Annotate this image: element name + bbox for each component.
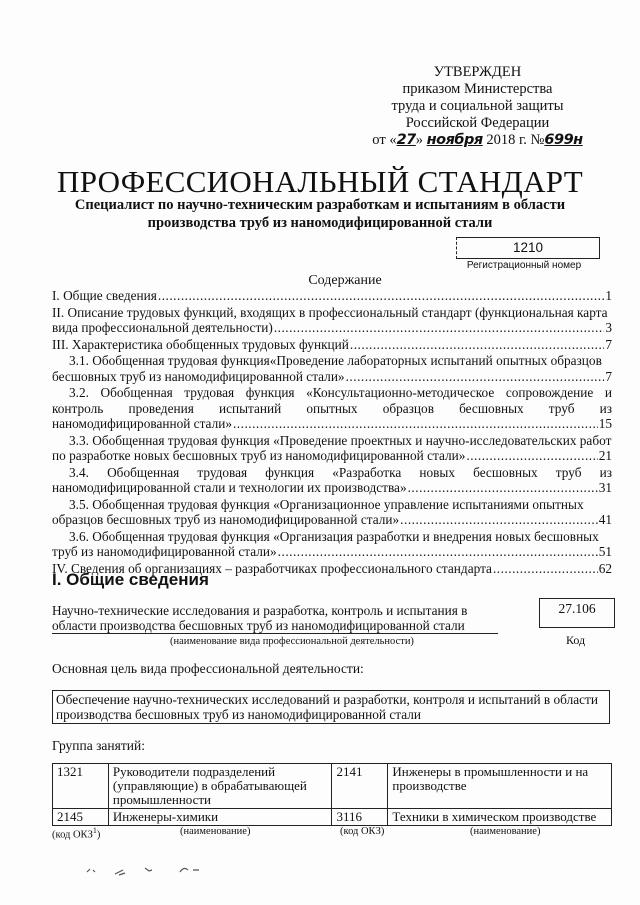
toc-entry[interactable]: I. Общие сведения ..... 1 (52, 288, 612, 304)
toc-entry[interactable]: 3.5. Обобщенная трудовая функция «Организационное управление испытаниями опытных образцов бесшовных труб из наномодифицированной стали» ..... 41 (52, 497, 612, 528)
occupation-name-cell: Инженеры в промышленности и на производстве (388, 764, 612, 809)
approval-number: 699н (544, 132, 583, 148)
toc-entry[interactable]: 3.4. Обобщенная трудовая функция «Разработка новых бесшовных труб из наномодифицированной стали и технологии их производства» ..... 31 (52, 465, 612, 496)
approval-heading: УТВЕРЖДЕН (433, 64, 522, 80)
toc-entry[interactable]: 3.2. Обобщенная трудовая функция «Консультационно-методическое сопровождение и контроль проведения испытаний опытных образцов бесшовных труб из наномодифицированной стали» ..... 15 (52, 385, 612, 432)
activity-code-caption: Код (566, 633, 586, 647)
occupation-group-label: Группа занятий: (52, 738, 145, 753)
occupation-table (52, 763, 612, 826)
okz-caption-2: (код ОКЗ) (340, 826, 385, 837)
approval-month: ноября (426, 132, 483, 148)
name-caption-2: (наименование) (470, 826, 541, 837)
approval-line-3: труда и социальной защиты (391, 98, 564, 114)
okz-caption-1: (код ОКЗ$^1$) (52, 826, 101, 841)
toc-entry[interactable]: III. Характеристика обобщенных трудовых функций ..... 7 (52, 337, 612, 353)
toc-entry[interactable]: 3.3. Обобщенная трудовая функция «Проведение проектных и научно-исследовательских работ по разработке новых бесшовных труб из наномодифицированной стали» ..... 21 (52, 433, 612, 464)
okz-code-cell: 1321 (53, 764, 109, 809)
table-row (53, 764, 612, 809)
toc-entry[interactable]: 3.6. Обобщенная трудовая функция «Организация разработки и внедрения новых бесшовных труб из наномодифицированной стали» ..... 51 (52, 529, 612, 560)
toc-entry[interactable]: 3.1. Обобщенная трудовая функция«Проведение лабораторных испытаний опытных образцов бесшовных труб из наномодифицированной стали» ..... 7 (52, 353, 612, 384)
registration-number-box: 1210 (456, 237, 600, 259)
occupation-name-cell: Техники в химическом производстве (388, 809, 612, 826)
activity-kind-underline (52, 633, 498, 634)
goal-box: Обеспечение научно-технических исследований и разработки, контроля и испытаний в области производства бесшовных труб из наномодифицированной стали (52, 690, 610, 724)
document-subtitle: Специалист по научно-техническим разработкам и испытаниям в области производства труб из наномодифицированной стали (74, 197, 566, 231)
registration-number-label: Регистрационный номер (466, 260, 582, 271)
approval-date: от «27» ноября 2018 г. №699н (372, 132, 583, 148)
activity-code-box: 27.106 (539, 598, 615, 628)
activity-kind-caption: (наименование вида профессиональной деятельности) (170, 636, 414, 647)
table-of-contents (52, 288, 612, 577)
goal-label: Основная цель вида профессиональной деятельности: (52, 661, 364, 676)
toc-entry[interactable]: IV. Сведения об организациях – разработчиках профессионального стандарта ..... 62 (52, 561, 612, 577)
occupation-name-cell: Инженеры-химики (108, 809, 332, 826)
approval-block (345, 64, 610, 149)
approval-day: 27 (396, 132, 416, 148)
approval-line-2: приказом Министерства (402, 81, 553, 97)
activity-kind-name: Научно-технические исследования и разработка, контроль и испытания в области производства бесшовных труб из наномодифицированной стали (52, 603, 468, 633)
document-title: ПРОФЕССИОНАЛЬНЫЙ СТАНДАРТ (57, 164, 583, 199)
toc-entry[interactable]: II. Описание трудовых функций, входящих в профессиональный стандарт (функциональная карта вида профессиональной деятельности) ..... 3 (52, 305, 612, 336)
toc-title: Содержание (308, 273, 382, 288)
okz-code-cell: 2145 (53, 809, 109, 826)
okz-code-cell: 3116 (332, 809, 388, 826)
approval-line-4: Российской Федерации (405, 115, 550, 131)
occupation-name-cell: Руководители подразделений (управляющие) в обрабатывающей промышленности (108, 764, 332, 809)
name-caption-1: (наименование) (180, 826, 251, 837)
okz-code-cell: 2141 (332, 764, 388, 809)
table-row (53, 809, 612, 826)
section-heading: I. Общие сведения (52, 570, 209, 589)
scan-artifact-marks (85, 858, 215, 882)
